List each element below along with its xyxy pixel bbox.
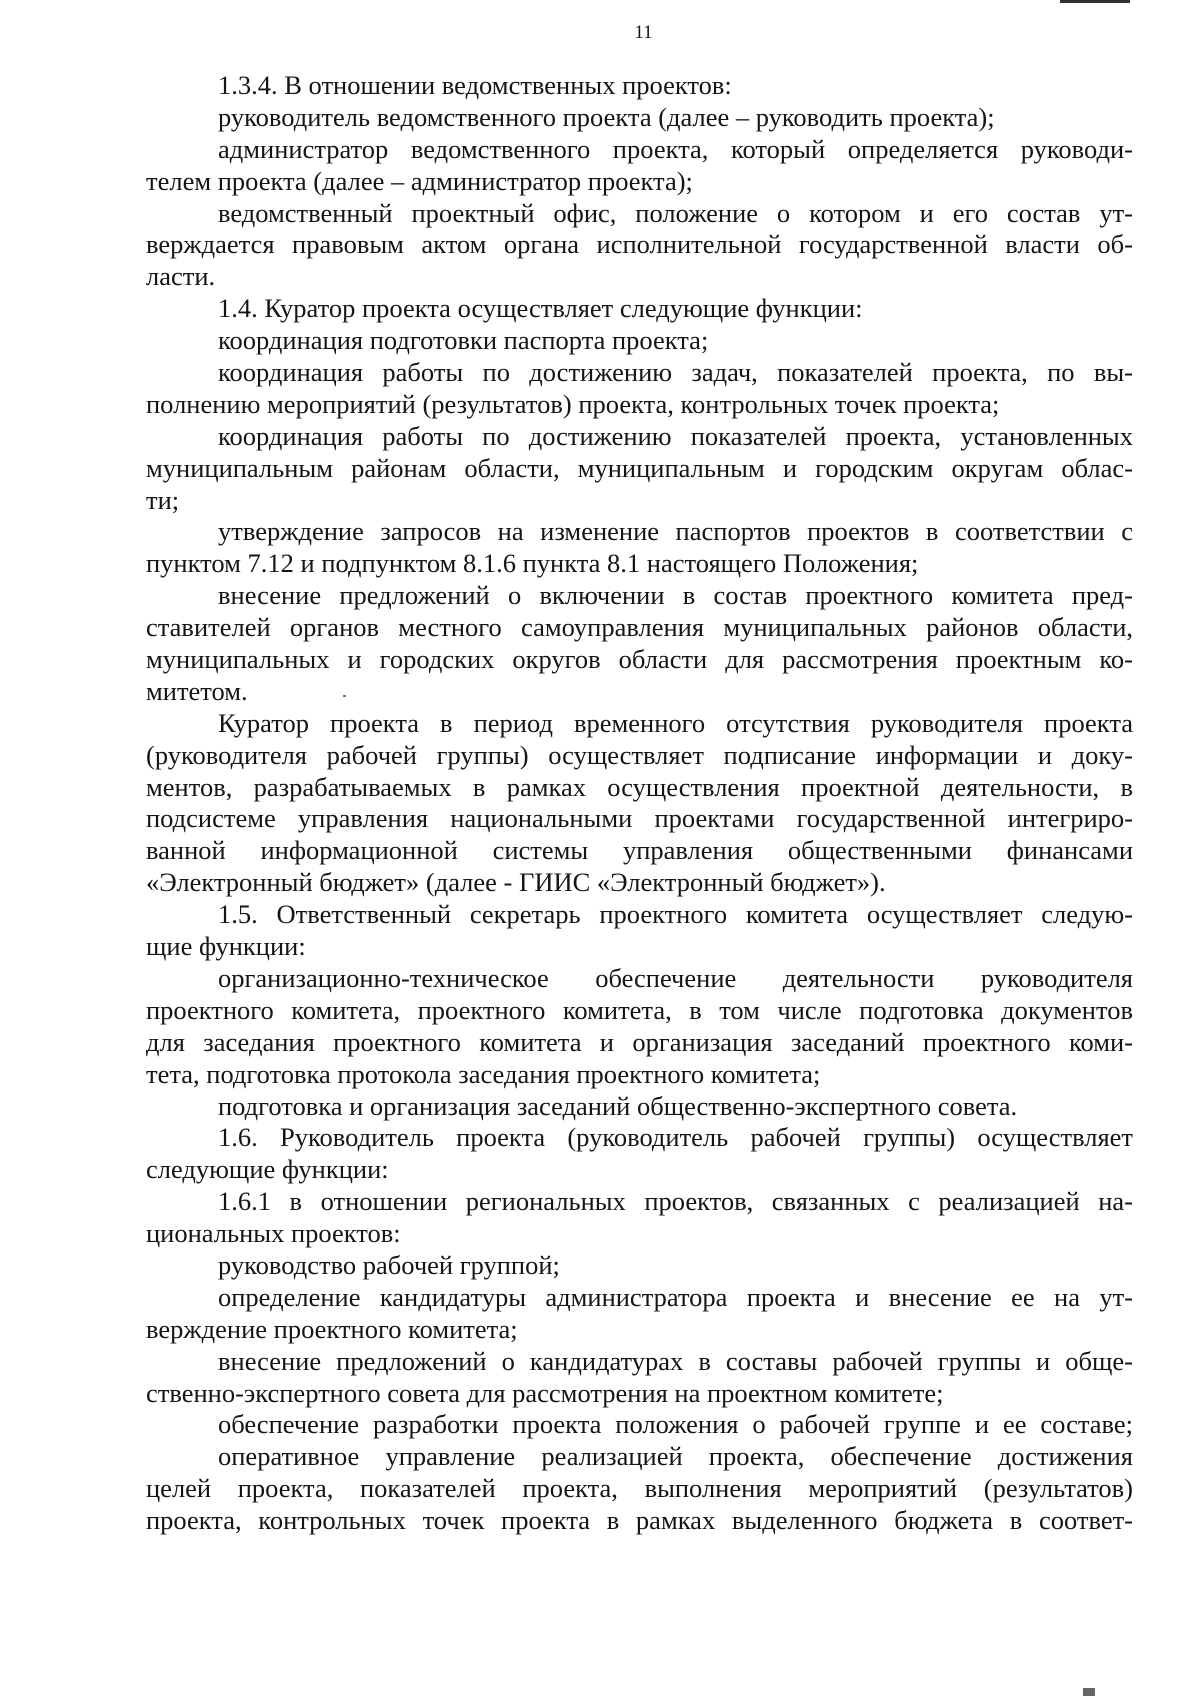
text-line: Куратор проекта в период временного отсутствия руководителя проекта	[218, 707, 1133, 738]
text-line: верждается правовым актом органа исполнительной государственной власти об-	[146, 229, 1133, 260]
text-line: ванной информационной системы управления общественными финансами	[146, 835, 1133, 866]
text-line: следующие функции:	[146, 1154, 389, 1185]
text-line: циональных проектов:	[146, 1218, 401, 1249]
text-line: внесение предложений о кандидатурах в составы рабочей группы и обще-	[218, 1345, 1133, 1376]
text-line: внесение предложений о включении в состав проектного комитета пред-	[218, 580, 1133, 611]
text-line: муниципальным районам области, муниципальным и городским округам облас-	[146, 452, 1133, 483]
text-line: координация работы по достижению задач, показателей проекта, по вы-	[218, 357, 1133, 388]
text-line: ставителей органов местного самоуправления муниципальных районов области,	[146, 612, 1133, 643]
text-line: подсистеме управления национальными проектами государственной интегриро-	[146, 803, 1133, 834]
text-line: проекта, контрольных точек проекта в рамках выделенного бюджета в соответ-	[146, 1505, 1133, 1536]
text-line: координация работы по достижению показателей проекта, установленных	[218, 420, 1133, 451]
page-number: 11	[634, 22, 653, 43]
text-line: 1.4. Куратор проекта осуществляет следующие функции:	[218, 293, 863, 324]
text-line: митетом.	[146, 675, 248, 706]
text-line: «Электронный бюджет» (далее - ГИИС «Электронный бюджет»).	[146, 867, 886, 898]
text-line: 1.5. Ответственный секретарь проектного комитета осуществляет следую-	[218, 899, 1133, 930]
text-line: 1.6.1 в отношении региональных проектов, связанных с реализацией на-	[218, 1186, 1133, 1217]
text-line: верждение проектного комитета;	[146, 1313, 518, 1344]
text-line: ласти.	[146, 261, 216, 292]
text-line: администратор ведомственного проекта, который определяется руководи-	[218, 133, 1133, 164]
text-line: 1.3.4. В отношении ведомственных проектов:	[218, 70, 732, 100]
text-line: проектного комитета, проектного комитета, в том числе подготовка документов	[146, 994, 1133, 1025]
text-line: для заседания проектного комитета и организация заседаний проектного коми-	[146, 1026, 1133, 1057]
text-line: целей проекта, показателей проекта, выполнения мероприятий (результатов)	[146, 1473, 1133, 1504]
text-line: телем проекта (далее – администратор проекта);	[146, 165, 693, 196]
text-line: пунктом 7.12 и подпунктом 8.1.6 пункта 8.1 настоящего Положения;	[146, 548, 919, 579]
text-line: щие функции:	[146, 931, 306, 962]
text-line: организационно-техническое обеспечение деятельности руководителя	[218, 962, 1133, 993]
text-line: ментов, разрабатываемых в рамках осуществления проектной деятельности, в	[146, 771, 1133, 802]
text-line: ведомственный проектный офис, положение о котором и его состав ут-	[218, 197, 1133, 228]
text-line: оперативное управление реализацией проекта, обеспечение достижения	[218, 1441, 1133, 1472]
text-line: муниципальных и городских округов области для рассмотрения проектным ко-	[146, 644, 1133, 675]
scan-speck	[343, 695, 346, 697]
text-line: определение кандидатуры администратора проекта и внесение ее на ут-	[218, 1281, 1133, 1312]
text-line: полнению мероприятий (результатов) проекта, контрольных точек проекта;	[146, 388, 1000, 419]
text-line: подготовка и организация заседаний общественно-экспертного совета.	[218, 1090, 1018, 1121]
text-line: (руководителя рабочей группы) осуществляет подписание информации и доку-	[146, 739, 1133, 770]
text-line: ти;	[146, 484, 180, 515]
document-body	[146, 70, 1133, 1537]
scan-corner-mark	[1083, 1688, 1095, 1696]
text-line: утверждение запросов на изменение паспортов проектов в соответствии с	[218, 516, 1133, 547]
text-line: тета, подготовка протокола заседания проектного комитета;	[146, 1058, 821, 1089]
scan-edge-mark	[1060, 0, 1130, 3]
text-line: ственно-экспертного совета для рассмотрения на проектном комитете;	[146, 1377, 944, 1408]
text-line: координация подготовки паспорта проекта;	[218, 325, 709, 356]
text-line: руководитель ведомственного проекта (далее – руководить проекта);	[218, 101, 995, 132]
text-line: руководство рабочей группой;	[218, 1249, 560, 1280]
text-line: обеспечение разработки проекта положения о рабочей группе и ее составе;	[218, 1409, 1133, 1440]
text-line: 1.6. Руководитель проекта (руководитель рабочей группы) осуществляет	[218, 1122, 1133, 1153]
